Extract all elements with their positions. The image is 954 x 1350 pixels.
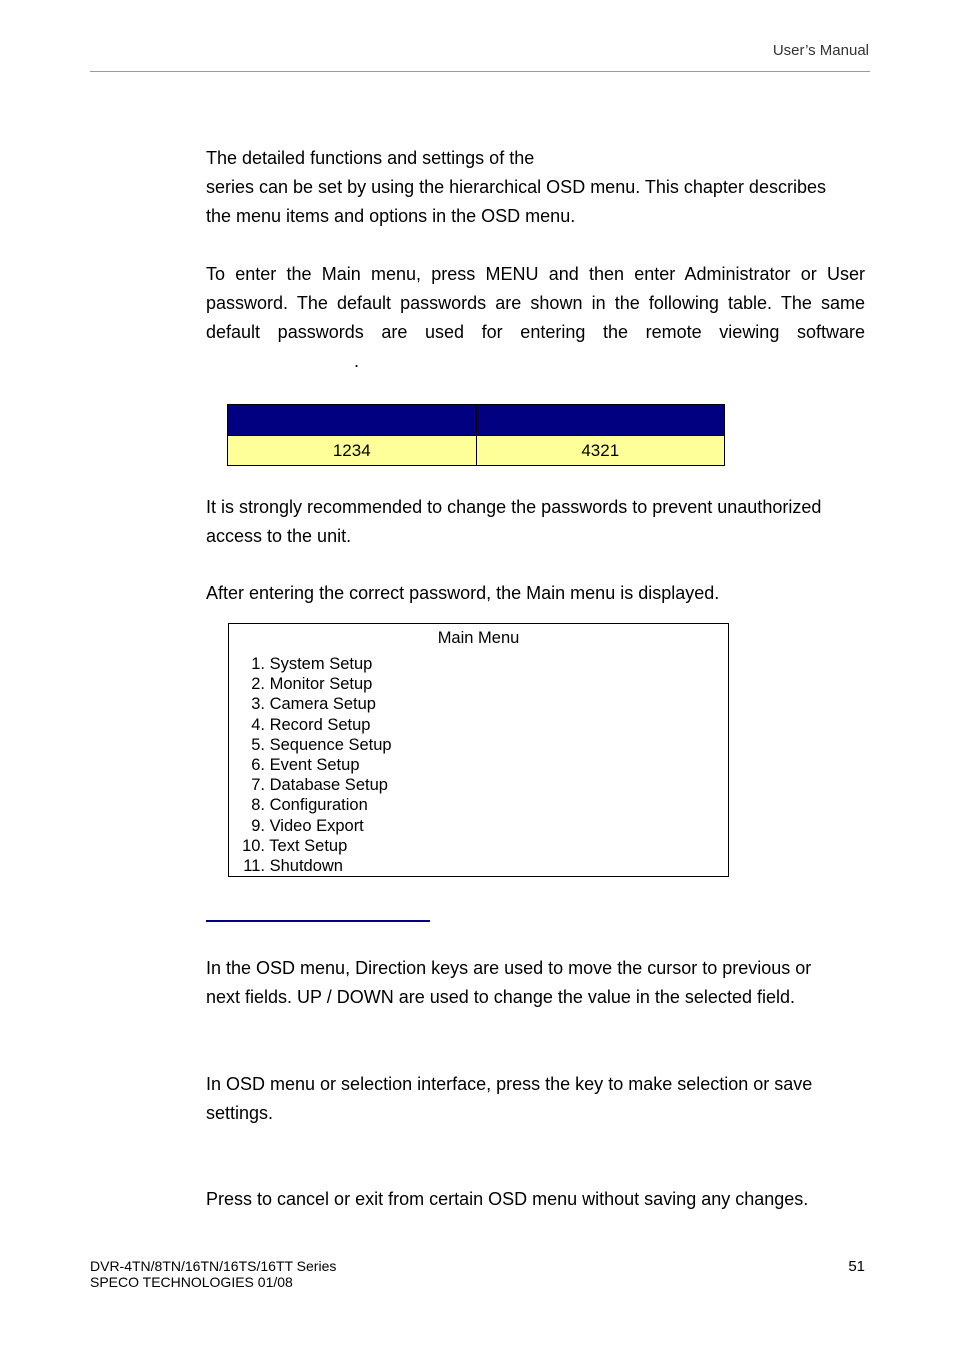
page-number: 51 <box>848 1258 865 1275</box>
cancel-key-paragraph <box>206 1185 865 1214</box>
menu-item-number: 8. <box>251 796 265 815</box>
menu-item-number: 7. <box>251 776 265 795</box>
enter-menu-line: default passwords are used for entering the remote viewing software <box>206 322 865 342</box>
menu-item-label: Record Setup <box>269 715 371 734</box>
recommend-paragraph <box>206 493 865 551</box>
menu-item-label: Camera Setup <box>269 695 376 714</box>
recommend-line: access to the unit. <box>206 526 352 546</box>
menu-item-label: Text Setup <box>269 836 348 855</box>
select-key-line: In OSD menu or selection interface, press the key to make selection or save <box>206 1074 813 1094</box>
menu-item-number: 11. <box>243 856 265 875</box>
header-divider <box>90 71 870 72</box>
user-password-header <box>476 405 725 436</box>
intro-paragraph <box>206 144 865 231</box>
footer-model: DVR-4TN/8TN/16TN/16TS/16TT Series <box>90 1258 337 1274</box>
page-footer <box>90 1258 336 1290</box>
after-password-line: After entering the correct password, the Main menu is displayed. <box>206 583 720 603</box>
menu-item-label: Sequence Setup <box>269 735 392 754</box>
menu-item-number: 9. <box>251 816 265 835</box>
main-menu-title: Main Menu <box>437 629 520 647</box>
menu-item-label: Configuration <box>269 796 368 815</box>
menu-item-monitor-setup <box>237 674 392 694</box>
select-key-line: settings. <box>206 1103 274 1123</box>
after-password-paragraph <box>206 579 865 608</box>
admin-password-header <box>228 405 477 436</box>
menu-item-label: Monitor Setup <box>269 675 373 694</box>
password-table <box>227 404 725 466</box>
menu-item-label: System Setup <box>269 655 373 673</box>
menu-item-video-export <box>237 816 392 836</box>
menu-item-camera-setup <box>237 694 392 714</box>
main-menu-box <box>228 623 729 877</box>
menu-item-number: 3. <box>251 695 265 714</box>
intro-line: series can be set by using the hierarchical OSD menu. This chapter describes <box>206 177 826 197</box>
select-key-paragraph <box>206 1070 865 1128</box>
menu-item-number: 4. <box>251 715 265 734</box>
menu-item-number: 5. <box>251 735 265 754</box>
direction-keys-line: next fields. UP / DOWN are used to change the value in the selected field. <box>206 987 795 1007</box>
menu-item-label: Event Setup <box>269 755 360 774</box>
menu-item-number: 2. <box>251 675 265 694</box>
direction-keys-line: In the OSD menu, Direction keys are used to move the cursor to previous or <box>206 958 812 978</box>
menu-item-number: 1. <box>251 655 265 673</box>
enter-menu-line: . <box>354 351 360 371</box>
menu-item-text-setup <box>237 836 392 856</box>
password-table-value-row <box>228 436 725 466</box>
menu-item-label: Video Export <box>269 816 364 835</box>
intro-line: the menu items and options in the OSD menu. <box>206 206 576 226</box>
cancel-key-line: Press to cancel or exit from certain OSD menu without saving any changes. <box>206 1189 809 1209</box>
enter-menu-line: password. The default passwords are shown in the following table. The same <box>206 293 865 313</box>
password-table-header-row <box>228 405 725 436</box>
enter-menu-paragraph <box>206 260 865 376</box>
footer-company: SPECO TECHNOLOGIES 01/08 <box>90 1274 293 1290</box>
section-heading-underline <box>206 920 430 922</box>
menu-item-sequence-setup <box>237 735 392 755</box>
main-menu-list <box>237 654 392 876</box>
menu-item-number: 6. <box>251 755 265 774</box>
menu-item-label: Shutdown <box>269 856 343 875</box>
intro-line: The detailed functions and settings of the <box>206 148 535 168</box>
enter-menu-line: To enter the Main menu, press MENU and then enter Administrator or User <box>206 264 865 284</box>
user-password-value: 4321 <box>476 436 725 466</box>
menu-item-label: Database Setup <box>269 776 388 795</box>
admin-password-value: 1234 <box>228 436 477 466</box>
menu-item-database-setup <box>237 775 392 795</box>
menu-item-configuration <box>237 795 392 815</box>
recommend-line: It is strongly recommended to change the passwords to prevent unauthorized <box>206 497 822 517</box>
menu-item-number: 10. <box>242 836 265 855</box>
header-title: User’s Manual <box>772 42 869 59</box>
menu-item-shutdown <box>237 856 392 876</box>
menu-item-system-setup <box>237 654 392 674</box>
direction-keys-paragraph <box>206 954 865 1012</box>
menu-item-record-setup <box>237 715 392 735</box>
menu-item-event-setup <box>237 755 392 775</box>
